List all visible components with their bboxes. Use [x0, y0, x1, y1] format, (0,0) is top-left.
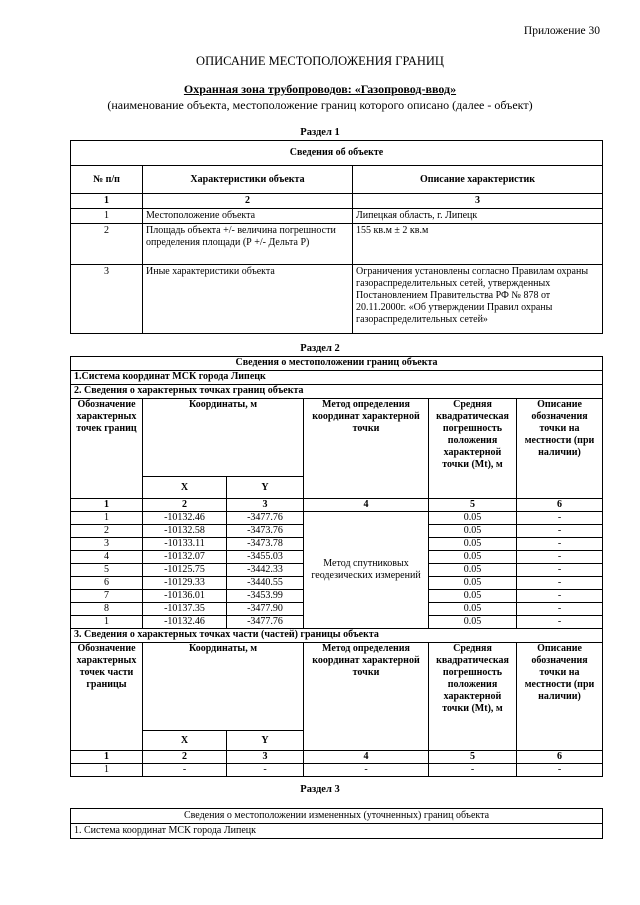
part-point-method: - [304, 764, 429, 777]
point-desc: - [517, 590, 603, 603]
point-desc: - [517, 538, 603, 551]
point-mt: 0.05 [429, 616, 517, 629]
object-name: Охранная зона трубопроводов: «Газопровод-ввод» [183, 82, 457, 96]
point-number: 6 [71, 577, 143, 590]
point-y: -3477.76 [227, 512, 304, 525]
point-mt: 0.05 [429, 603, 517, 616]
point-y: -3473.76 [227, 525, 304, 538]
header-y: Y [227, 477, 304, 499]
col-number: 2 [143, 499, 227, 512]
point-desc: - [517, 577, 603, 590]
part-point-y: - [227, 764, 304, 777]
document-title: ОПИСАНИЕ МЕСТОПОЛОЖЕНИЯ ГРАНИЦ [196, 54, 444, 68]
object-subtitle: (наименование объекта, местоположение границ которого описано (далее - объект) [107, 98, 533, 112]
header-coords: Координаты, м [143, 399, 304, 477]
section1-label: Раздел 1 [300, 127, 340, 138]
section1-header: Сведения об объекте [71, 141, 603, 166]
point-mt: 0.05 [429, 525, 517, 538]
point-y: -3453.99 [227, 590, 304, 603]
part-point-x: - [143, 764, 227, 777]
part-point-number: 1 [71, 764, 143, 777]
point-mt: 0.05 [429, 564, 517, 577]
method-cell: Метод спутниковых геодезических измерений [304, 512, 429, 629]
col-number: 2 [143, 194, 353, 209]
point-y: -3442.33 [227, 564, 304, 577]
subsection2-title: 2. Сведения о характерных точках границ объекта [71, 385, 603, 399]
row-desc: 155 кв.м ± 2 кв.м [353, 224, 603, 265]
table-row [71, 224, 603, 265]
point-number: 8 [71, 603, 143, 616]
point-y: -3455.03 [227, 551, 304, 564]
col-header-description: Описание характеристик [353, 166, 603, 194]
point-x: -10125.75 [143, 564, 227, 577]
section1-table [70, 140, 603, 334]
header-description: Описание обозначения точки на местности (при наличии) [517, 399, 603, 499]
header-designation: Обозначение характерных точек части границы [71, 643, 143, 751]
section2-header: Сведения о местоположении границ объекта [71, 357, 603, 371]
header-x: X [143, 477, 227, 499]
col-number: 5 [429, 499, 517, 512]
section3-table [70, 808, 603, 839]
col-number: 5 [429, 751, 517, 764]
part-point-desc: - [517, 764, 603, 777]
header-method: Метод определения координат характерной точки [304, 399, 429, 499]
table-row [71, 764, 603, 777]
coord-system: 1.Система координат МСК города Липецк [71, 371, 603, 385]
point-number: 7 [71, 590, 143, 603]
point-x: -10136.01 [143, 590, 227, 603]
point-desc: - [517, 525, 603, 538]
col-number: 1 [71, 194, 143, 209]
header-method: Метод определения координат характерной точки [304, 643, 429, 751]
point-desc: - [517, 551, 603, 564]
row-number: 1 [71, 209, 143, 224]
point-number: 5 [71, 564, 143, 577]
point-y: -3477.90 [227, 603, 304, 616]
header-y: Y [227, 731, 304, 751]
header-description: Описание обозначения точки на местности (при наличии) [517, 643, 603, 751]
section2-label: Раздел 2 [300, 343, 340, 354]
col-number: 4 [304, 751, 429, 764]
section3-coord-system: 1. Система координат МСК города Липецк [71, 824, 603, 839]
part-point-mt: - [429, 764, 517, 777]
point-x: -10132.46 [143, 616, 227, 629]
point-desc: - [517, 564, 603, 577]
point-desc: - [517, 512, 603, 525]
point-x: -10133.11 [143, 538, 227, 551]
point-number: 3 [71, 538, 143, 551]
point-y: -3473.78 [227, 538, 304, 551]
point-number: 2 [71, 525, 143, 538]
row-name: Местоположение объекта [143, 209, 353, 224]
row-desc: Липецкая область, г. Липецк [353, 209, 603, 224]
appendix-label: Приложение 30 [523, 25, 600, 37]
col-header-characteristics: Характеристики объекта [143, 166, 353, 194]
point-number: 1 [71, 512, 143, 525]
table-row [71, 265, 603, 334]
header-accuracy: Средняя квадратическая погрешность положения характерной точки (Mt), м [429, 643, 517, 751]
point-mt: 0.05 [429, 551, 517, 564]
point-x: -10132.07 [143, 551, 227, 564]
point-mt: 0.05 [429, 512, 517, 525]
section3-header: Сведения о местоположении измененных (уточненных) границ объекта [71, 809, 603, 824]
col-number: 1 [71, 751, 143, 764]
col-number: 6 [517, 499, 603, 512]
row-number: 3 [71, 265, 143, 334]
row-desc: Ограничения установлены согласно Правилам охраны газораспределительных сетей, утвержденных Постановлением Правительства РФ № 878 от 20.11.2000г. «Об утверждении Правил охраны газораспределительных сетей» [353, 265, 603, 334]
subsection3-title: 3. Сведения о характерных точках части (частей) границы объекта [71, 629, 603, 643]
header-coords: Координаты, м [143, 643, 304, 731]
table-row [71, 512, 603, 525]
col-number: 2 [143, 751, 227, 764]
point-desc: - [517, 616, 603, 629]
row-name: Иные характеристики объекта [143, 265, 353, 334]
point-x: -10137.35 [143, 603, 227, 616]
point-mt: 0.05 [429, 538, 517, 551]
col-number: 3 [227, 499, 304, 512]
point-x: -10129.33 [143, 577, 227, 590]
point-x: -10132.46 [143, 512, 227, 525]
section3-label: Раздел 3 [300, 784, 340, 795]
point-mt: 0.05 [429, 590, 517, 603]
header-accuracy: Средняя квадратическая погрешность положения характерной точки (Mt), м [429, 399, 517, 499]
header-designation: Обозначение характерных точек границ [71, 399, 143, 499]
col-number: 3 [227, 751, 304, 764]
table-row [71, 209, 603, 224]
col-number: 3 [353, 194, 603, 209]
point-number: 1 [71, 616, 143, 629]
point-desc: - [517, 603, 603, 616]
section2-table [70, 356, 603, 777]
col-header-number: № п/п [71, 166, 143, 194]
point-y: -3440.55 [227, 577, 304, 590]
row-number: 2 [71, 224, 143, 265]
point-x: -10132.58 [143, 525, 227, 538]
point-number: 4 [71, 551, 143, 564]
point-y: -3477.76 [227, 616, 304, 629]
col-number: 6 [517, 751, 603, 764]
col-number: 1 [71, 499, 143, 512]
header-x: X [143, 731, 227, 751]
row-name: Площадь объекта +/- величина погрешности определения площади (Р +/- Дельта Р) [143, 224, 353, 265]
point-mt: 0.05 [429, 577, 517, 590]
col-number: 4 [304, 499, 429, 512]
